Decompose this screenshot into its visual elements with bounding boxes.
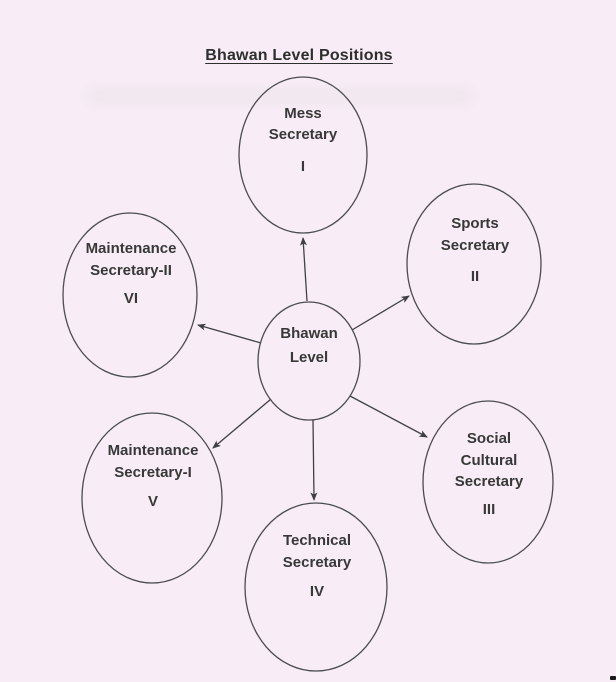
technical-secretary-numeral: IV: [309, 583, 325, 600]
arrow-to-maintenance-secretary-1: [213, 399, 271, 448]
arrow-to-maintenance-secretary-2: [198, 325, 261, 343]
scan-speck: [610, 676, 616, 680]
sports-secretary-numeral: II: [470, 268, 480, 285]
node-bhawan-level: [258, 302, 360, 420]
node-technical-secretary: [245, 503, 387, 671]
mess-secretary-label: Secretary: [268, 126, 338, 143]
node-maintenance-secretary-1: [82, 413, 222, 583]
social-cultural-secretary-label: Cultural: [460, 452, 518, 469]
maintenance-secretary-2-label: Secretary-II: [90, 262, 172, 279]
node-sports-secretary: [407, 184, 541, 344]
arrow-to-sports-secretary: [352, 296, 409, 330]
social-cultural-secretary-label: Secretary: [454, 473, 524, 490]
mess-secretary-numeral: I: [300, 158, 306, 175]
sports-secretary-label: Sports: [451, 215, 499, 232]
node-maintenance-secretary-2: [63, 213, 197, 377]
maintenance-secretary-2-numeral: VI: [123, 290, 139, 307]
mess-secretary-ellipse: [239, 77, 367, 233]
node-mess-secretary: [239, 77, 367, 233]
arrow-to-technical-secretary: [313, 420, 314, 500]
social-cultural-secretary-label: Social: [466, 430, 512, 447]
bhawan-level-label: Level: [289, 349, 329, 366]
page-title: Bhawan Level Positions: [205, 47, 393, 64]
arrow-to-mess-secretary: [303, 238, 307, 301]
maintenance-secretary-1-numeral: V: [147, 493, 159, 510]
sports-secretary-label: Secretary: [440, 237, 510, 254]
mess-secretary-label: Mess: [284, 105, 322, 122]
connector-arrows: [198, 238, 427, 500]
arrow-to-social-cultural-secretary: [350, 396, 427, 437]
maintenance-secretary-1-label: Maintenance: [107, 442, 199, 459]
sports-secretary-ellipse: [407, 184, 541, 344]
maintenance-secretary-1-label: Secretary-I: [114, 464, 192, 481]
social-cultural-secretary-numeral: III: [482, 501, 496, 518]
technical-secretary-label: Technical: [282, 532, 352, 549]
bhawan-level-label: Bhawan: [280, 325, 338, 342]
node-social-cultural-secretary: [423, 401, 553, 563]
maintenance-secretary-2-label: Maintenance: [85, 240, 177, 257]
technical-secretary-label: Secretary: [282, 554, 352, 571]
